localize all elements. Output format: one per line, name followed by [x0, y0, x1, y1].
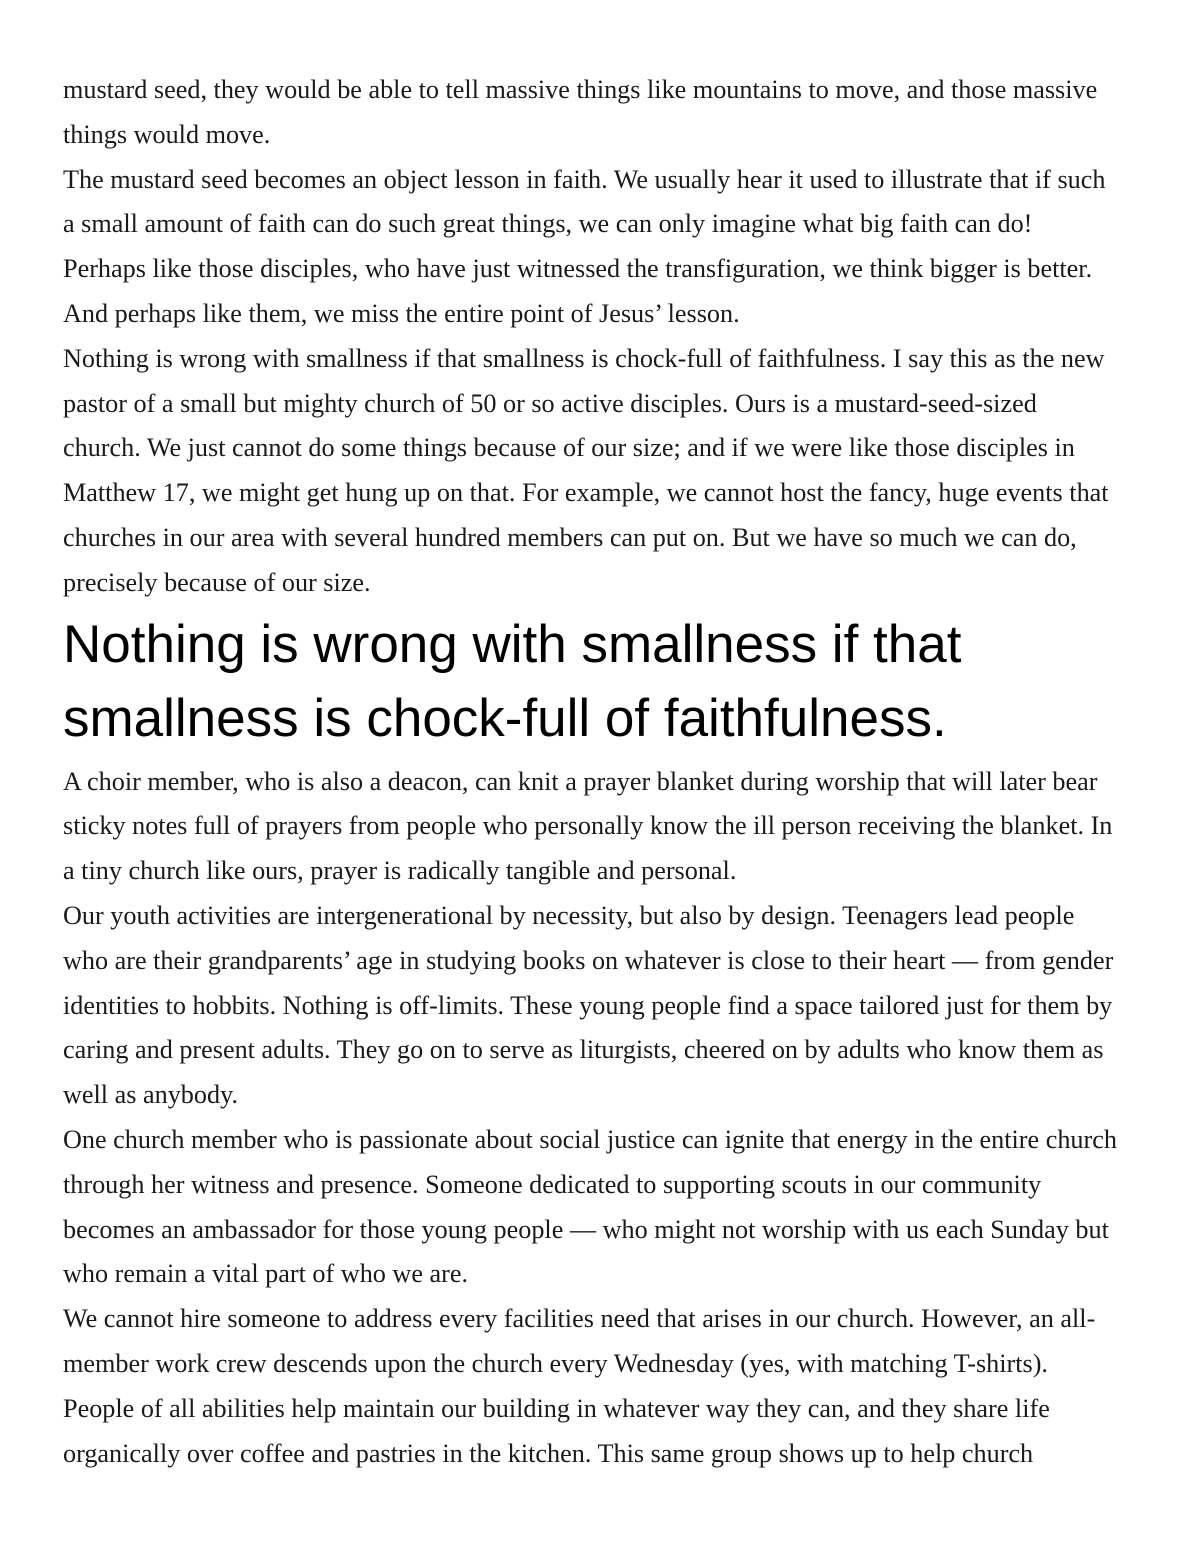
- body-text-after-quote: [63, 760, 1148, 1477]
- text-line: caring and present adults. They go on to serve as liturgists, cheered on by adults who know them as: [63, 1035, 1104, 1065]
- pull-quote-line: Nothing is wrong with smallness if that: [63, 614, 962, 674]
- text-line: pastor of a small but mighty church of 50 or so active disciples. Ours is a mustard-seed-sized: [63, 388, 1037, 418]
- text-line: organically over coffee and pastries in the kitchen. This same group shows up to help church: [63, 1438, 1034, 1468]
- text-line: church. We just cannot do some things because of our size; and if we were like those disciples in: [63, 433, 1075, 463]
- text-line: who remain a vital part of who we are.: [63, 1259, 469, 1289]
- text-line: well as anybody.: [63, 1080, 239, 1110]
- text-line: Matthew 17, we might get hung up on that. For example, we cannot host the fancy, huge events that: [63, 478, 1109, 508]
- pull-quote-line: smallness is chock-full of faithfulness.: [63, 688, 947, 748]
- text-line: identities to hobbits. Nothing is off-limits. These young people find a space tailored just for them by: [63, 990, 1113, 1020]
- pull-quote: [63, 608, 1148, 756]
- text-line: precisely because of our size.: [63, 567, 371, 597]
- text-line: A choir member, who is also a deacon, can knit a prayer blanket during worship that will later bear: [63, 766, 1098, 796]
- text-line: People of all abilities help maintain our building in whatever way they can, and they share life: [63, 1393, 1050, 1423]
- text-line: mustard seed, they would be able to tell massive things like mountains to move, and those massive: [63, 75, 1098, 104]
- text-line: The mustard seed becomes an object lesson in faith. We usually hear it used to illustrate that if such: [63, 164, 1106, 194]
- text-line: Our youth activities are intergenerational by necessity, but also by design. Teenagers lead people: [63, 900, 1075, 930]
- text-line: things would move.: [63, 119, 271, 149]
- text-line: Nothing is wrong with smallness if that smallness is chock-full of faithfulness. I say this as the new: [63, 343, 1105, 373]
- text-line: member work crew descends upon the church every Wednesday (yes, with matching T-shirts).: [63, 1348, 1048, 1378]
- document-page: [63, 68, 1148, 1476]
- text-line: One church member who is passionate about social justice can ignite that energy in the entire church: [63, 1124, 1117, 1154]
- text-line: churches in our area with several hundred members can put on. But we have so much we can do,: [63, 522, 1077, 552]
- text-line: a small amount of faith can do such great things, we can only imagine what big faith can do!: [63, 209, 1033, 239]
- text-line: a tiny church like ours, prayer is radically tangible and personal.: [63, 856, 737, 886]
- text-line: who are their grandparents’ age in studying books on whatever is close to their heart — from gender: [63, 945, 1114, 975]
- text-line: sticky notes full of prayers from people who personally know the ill person receiving the blanket. In: [63, 811, 1113, 841]
- text-line: And perhaps like them, we miss the entire point of Jesus’ lesson.: [63, 298, 740, 328]
- text-line: through her witness and presence. Someone dedicated to supporting scouts in our community: [63, 1169, 1042, 1199]
- text-line: We cannot hire someone to address every facilities need that arises in our church. However, an all-: [63, 1304, 1096, 1334]
- text-line: becomes an ambassador for those young people — who might not worship with us each Sunday but: [63, 1214, 1109, 1244]
- body-text-before-quote: [63, 68, 1148, 606]
- text-line: Perhaps like those disciples, who have just witnessed the transfiguration, we think bigger is better.: [63, 254, 1093, 284]
